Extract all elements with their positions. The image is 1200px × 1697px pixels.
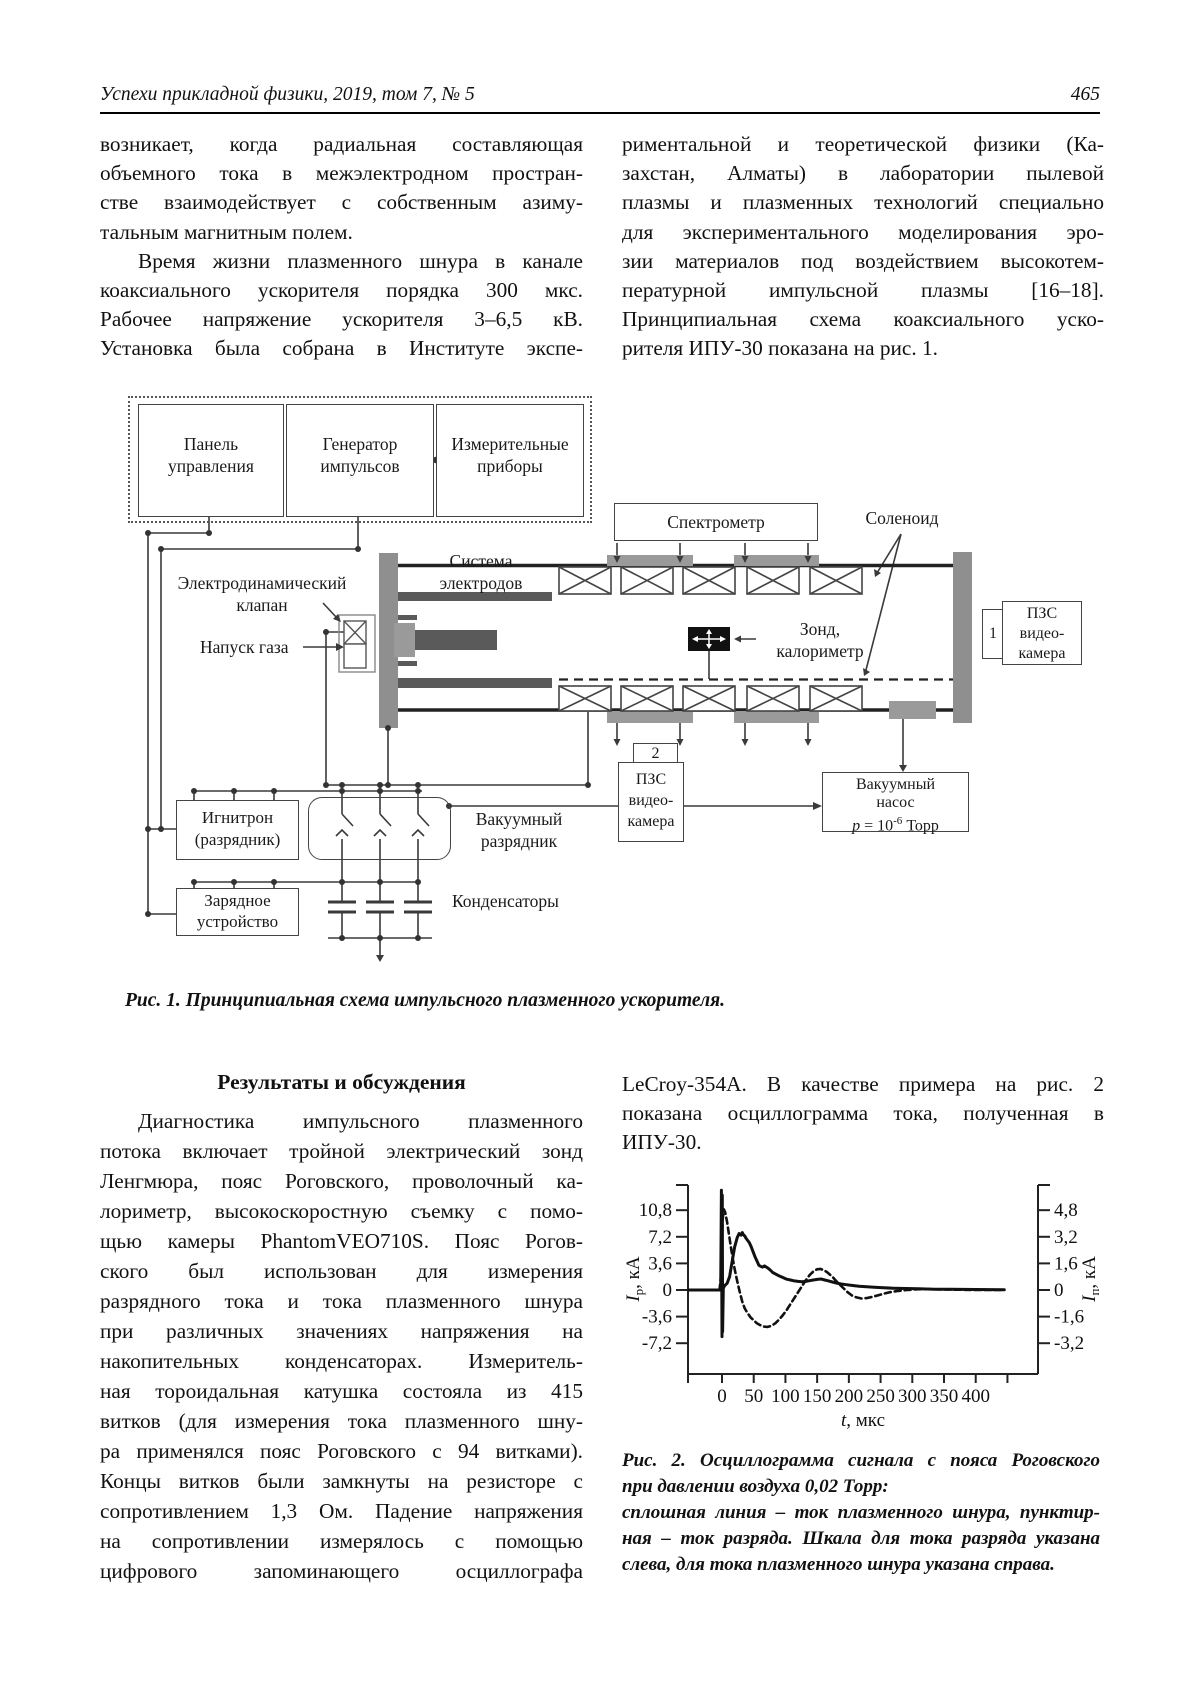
column-left-results (100, 1106, 583, 1586)
svg-text:250: 250 (866, 1386, 895, 1407)
body-line: Принципиальная схема коаксиального уско- (622, 307, 1104, 332)
chart-svg (595, 1145, 1110, 1450)
box-ccd-camera-2-tab: 2 (633, 743, 678, 763)
svg-text:1,6: 1,6 (1054, 1253, 1078, 1275)
body-line: возникает, когда радиальная составляющая (100, 132, 583, 156)
header-rule (100, 112, 1100, 114)
box-ccd-camera-1: ПЗС видео- камера (1002, 601, 1082, 665)
body-line: рителя ИПУ-30 показана на рис. 1. (622, 336, 938, 361)
svg-text:0: 0 (1054, 1280, 1064, 1301)
body-line: зии материалов под воздействием высокотем- (622, 248, 1104, 273)
box-ccd-camera-2: ПЗС видео- камера (618, 762, 684, 842)
figure2-caption: Рис. 2. Осциллограмма сигнала с пояса Роговского при давлении воздуха 0,02 Торр: сплошная линия – ток плазменного шнура, пунктир- ная – ток разряда. Шкала для тока разряда указана слева, для тока плазменного шнура указана справа. (622, 1450, 1100, 1575)
body-line: плазмы и плазменных технологий специально (622, 190, 1104, 215)
body-line: цифрового запоминающего осциллографа (100, 1559, 583, 1583)
body-line: показана осциллограмма тока, полученная в (622, 1101, 1104, 1126)
body-line: тальным магнитным полем. (100, 219, 353, 244)
pump-pressure: $p = 10^{-6}$ Торр (852, 815, 939, 835)
body-line: ная тороидальная катушка состояла из 415 (100, 1379, 583, 1403)
box-ignitron: Игнитрон (разрядник) (176, 800, 299, 860)
svg-text:200: 200 (834, 1386, 864, 1407)
pump-port (889, 701, 936, 719)
svg-text:100: 100 (771, 1386, 800, 1407)
body-line: стве взаимодействует с собственным азиму- (100, 190, 583, 215)
svg-text:4,8: 4,8 (1054, 1200, 1078, 1222)
body-line: риментальной и теоретической физики (Ка- (622, 132, 1104, 156)
box-spectrometer: Спектрометр (614, 503, 818, 541)
body-line: витков (для измерения тока плазменного шну- (100, 1409, 583, 1433)
figure1-caption: Рис. 1. Принципиальная схема импульсного плазменного ускорителя. (125, 990, 726, 1011)
section-heading: Результаты и обсуждения (217, 1070, 466, 1094)
body-line: пературной импульсной плазмы [16–18]. (622, 278, 1104, 303)
body-line: для экспериментального моделирования эро- (622, 219, 1104, 244)
box-control-panel: Панель управления (138, 404, 284, 517)
box-pulse-generator: Генератор импульсов (286, 404, 434, 517)
svg-text:50: 50 (744, 1386, 764, 1407)
label-gas-inlet: Напуск газа (200, 637, 289, 657)
column-right-top (622, 130, 1104, 364)
figure1-diagram (100, 390, 1100, 970)
label-probe-calorimeter: Зонд, калориметр (776, 619, 864, 661)
box-charger: Зарядное устройство (176, 888, 299, 936)
svg-text:10,8: 10,8 (638, 1200, 672, 1222)
right-flange (953, 552, 972, 723)
body-line: разрядного тока и тока плазменного шнура (100, 1289, 583, 1313)
body-line: Концы витков были замкнуты на резисторе с (100, 1469, 583, 1493)
body-line: лориметр, высокоскоростную съемку с помо- (100, 1199, 583, 1223)
svg-text:-3,2: -3,2 (1054, 1333, 1085, 1355)
figure2-chart (595, 1145, 1110, 1450)
svg-text:3,6: 3,6 (648, 1253, 672, 1275)
body-line: LeCroy-354A. В качестве примера на рис. 2 (622, 1072, 1104, 1096)
box-measuring-instruments: Измерительные приборы (436, 404, 584, 517)
svg-text:-3,6: -3,6 (641, 1306, 672, 1328)
svg-text:0: 0 (662, 1280, 672, 1301)
svg-text:7,2: 7,2 (648, 1226, 672, 1248)
body-line: ра применялся пояс Роговского с 94 витками). (100, 1439, 583, 1463)
body-line: ского был использован для измерения (100, 1259, 583, 1283)
body-line: Установка была собрана в Институте экспе- (100, 336, 583, 361)
body-line: захстан, Алматы) в лаборатории пылевой (622, 161, 1104, 186)
page-number: 465 (1070, 84, 1100, 105)
svg-text:Iп, кА: $I_п$, кА (1079, 1256, 1102, 1302)
label-electrode-system: Система электродов (439, 551, 523, 593)
junction-dots (145, 457, 591, 941)
body-line: при различных значениях напряжения на (100, 1319, 583, 1343)
svg-text:0: 0 (717, 1386, 727, 1407)
body-line: на сопротивлении измерялось с помощью (100, 1529, 583, 1553)
label-solenoid: Соленоид (865, 508, 939, 528)
body-line: Диагностика импульсного плазменного (138, 1109, 583, 1133)
electrode-bars (398, 592, 552, 688)
body-line: коаксиального ускорителя порядка 300 мкс. (100, 278, 583, 303)
svg-text:300: 300 (898, 1386, 927, 1407)
body-line: накопительных конденсаторах. Измеритель- (100, 1349, 583, 1373)
column-left-top (100, 130, 583, 364)
svg-text:-1,6: -1,6 (1054, 1306, 1085, 1328)
probe-symbol (688, 627, 730, 651)
svg-text:3,2: 3,2 (1054, 1226, 1078, 1248)
box-ccd-camera-1-tab: 1 (982, 609, 1003, 659)
svg-text:350: 350 (929, 1386, 959, 1407)
vacuum-spark-gap-outline (308, 797, 451, 860)
body-line: Рабочее напряжение ускорителя 3–6,5 кВ. (100, 307, 583, 332)
body-line: сопротивлением 1,3 Ом. Падение напряжения (100, 1499, 583, 1523)
body-line: Время жизни плазменного шнура в канале (138, 248, 583, 273)
label-capacitors: Конденсаторы (452, 891, 559, 911)
label-vacuum-spark-gap: Вакуумный разрядник (475, 809, 563, 851)
body-line: ИПУ-30. (622, 1130, 702, 1155)
svg-text:400: 400 (961, 1386, 990, 1407)
svg-text:-7,2: -7,2 (641, 1333, 672, 1355)
body-line: потока включает тройной электрический зонд (100, 1139, 583, 1163)
body-line: объемного тока в межэлектродном простран- (100, 161, 583, 186)
body-line: щью камеры PhantomVEO710S. Пояс Рогов- (100, 1229, 583, 1253)
svg-text:Iр, кА: $I_р$, кА (623, 1256, 646, 1302)
body-line: Ленгмюра, пояс Роговского, проволочный ка- (100, 1169, 583, 1193)
svg-text:t, мкс: t, мкс (841, 1410, 885, 1431)
svg-text:150: 150 (802, 1386, 832, 1407)
valve-symbol (339, 615, 375, 672)
box-vacuum-pump: Вакуумный насос $p = 10^{-6}$ Торр (822, 772, 969, 832)
journal-header: Успехи прикладной физики, 2019, том 7, № 5 (100, 84, 475, 105)
label-electrodynamic-valve: Электродинамический клапан (177, 573, 347, 615)
